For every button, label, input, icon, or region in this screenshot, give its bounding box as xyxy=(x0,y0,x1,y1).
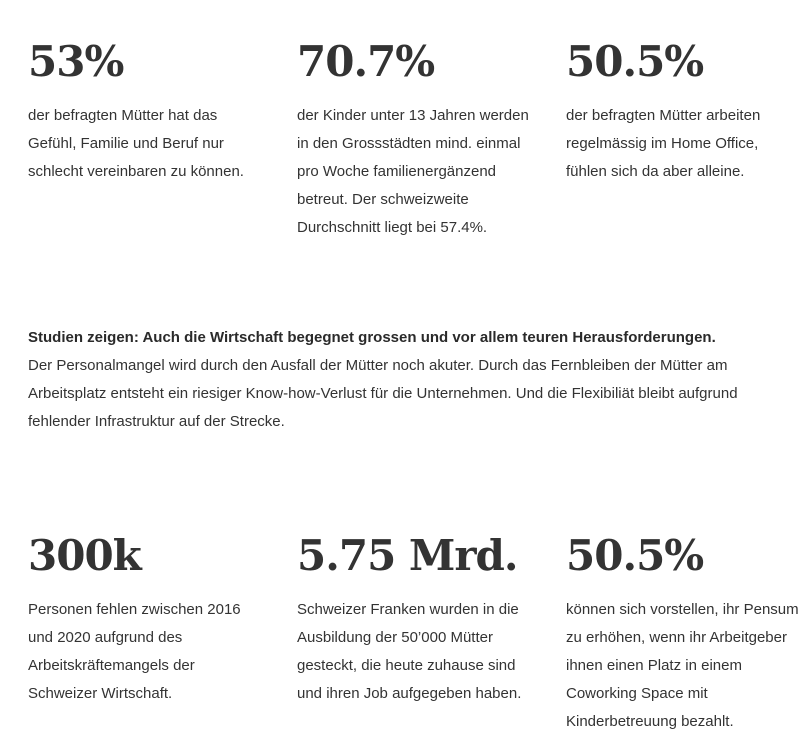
economy-paragraph xyxy=(28,324,798,436)
stat-value: 50.5% xyxy=(566,531,704,580)
top-stats-row xyxy=(28,36,809,242)
stat-description: der Kinder unter 13 Jahren werden in den Grossstädten mind. einmal pro Woche familienergänzend betreut. Der schweizweite Durchschnitt liegt bei 57.4%. xyxy=(297,107,529,236)
bottom-stats-row xyxy=(28,530,809,736)
stat-description: können sich vorstellen, ihr Pensum zu erhöhen, wenn ihr Arbeitgeber ihnen einen Platz in einem Coworking Space mit Kinderbetreuung bezahlt. xyxy=(566,601,799,730)
economy-heading: Studien zeigen: Auch die Wirtschaft begegnet grossen und vor allem teuren Herausforderungen. xyxy=(28,329,716,346)
stat-workforce-shortage xyxy=(28,530,297,736)
stat-childcare xyxy=(297,36,566,242)
stat-description: der befragten Mütter arbeiten regelmässig im Home Office, fühlen sich da aber alleine. xyxy=(566,107,761,180)
economy-body: Der Personalmangel wird durch den Ausfall der Mütter noch akuter. Durch das Fernbleiben der Mütter am Arbeitsplatz entsteht ein riesiger Know-how-Verlust für die Unternehmen. Und die Flexibiliät bleibt aufgrund fehlender Infrastruktur auf der Strecke. xyxy=(28,357,738,430)
stat-coworking xyxy=(566,530,809,736)
stat-value: 300k xyxy=(28,531,141,580)
stat-value: 53% xyxy=(28,37,124,86)
stat-description: der befragten Mütter hat das Gefühl, Familie und Beruf nur schlecht vereinbaren zu können. xyxy=(28,107,244,180)
stat-value: 5.75 Mrd. xyxy=(297,531,518,580)
stat-mothers-balance xyxy=(28,36,297,242)
stat-value: 70.7% xyxy=(297,37,435,86)
stat-description: Personen fehlen zwischen 2016 und 2020 aufgrund des Arbeitskräftemangels der Schweizer Wirtschaft. xyxy=(28,601,241,702)
stat-education-cost xyxy=(297,530,566,736)
stat-home-office xyxy=(566,36,809,242)
stat-description: Schweizer Franken wurden in die Ausbildung der 50’000 Mütter gesteckt, die heute zuhause sind und ihren Job aufgegeben haben. xyxy=(297,601,522,702)
stat-value: 50.5% xyxy=(566,37,704,86)
